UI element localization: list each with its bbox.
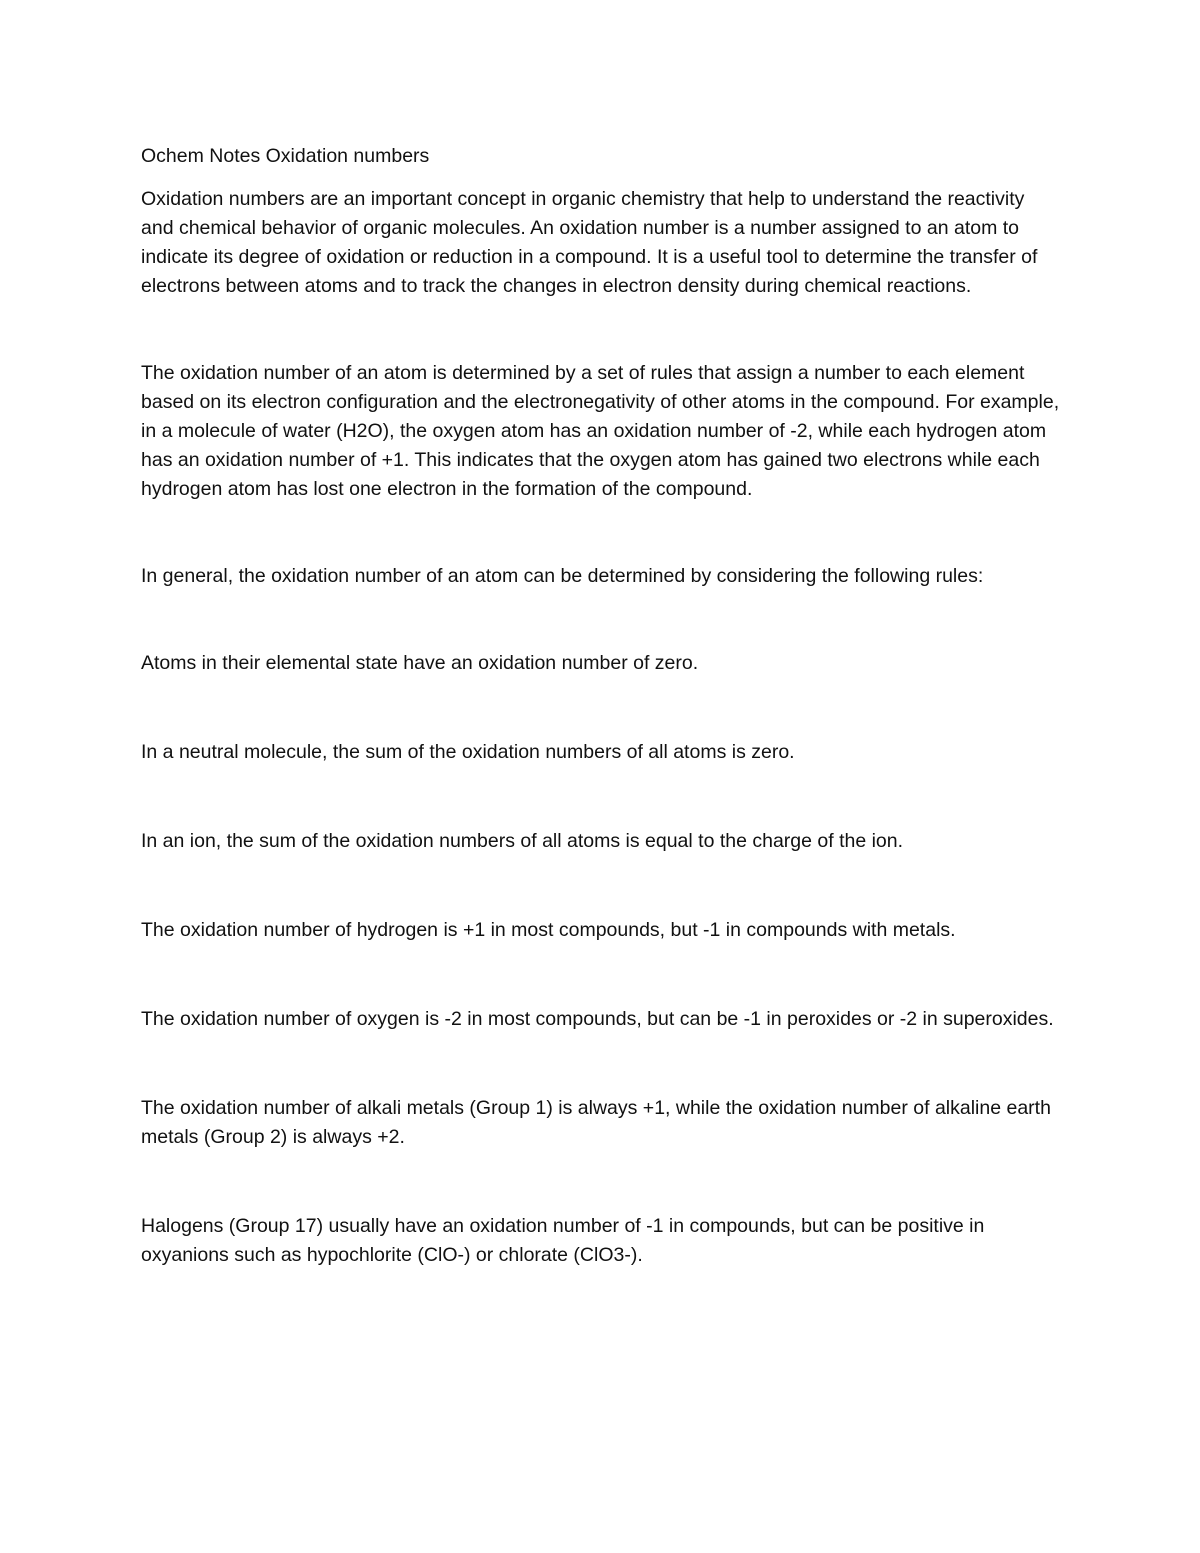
- rule-item-elemental-state: Atoms in their elemental state have an oxidation number of zero.: [141, 652, 699, 674]
- rule-item-alkali-metals: The oxidation number of alkali metals (Group 1) is always +1, while the oxidation number of alkaline earth metals (Group 2) is always +2.: [141, 1097, 1051, 1148]
- rule-item-oxygen: The oxidation number of oxygen is -2 in most compounds, but can be -1 in peroxides or -2 in superoxides.: [141, 1008, 1054, 1030]
- rule-item-neutral-molecule: In a neutral molecule, the sum of the oxidation numbers of all atoms is zero.: [141, 741, 795, 763]
- rules-list: [141, 649, 1061, 1270]
- document-title: Ochem Notes Oxidation numbers: [141, 145, 430, 167]
- determination-paragraph: The oxidation number of an atom is determined by a set of rules that assign a number to each element based on its electron configuration and the electronegativity of other atoms in the compound. For example, in a molecule of water (H2O), the oxygen atom has an oxidation number of -2, while each hydrogen atom has an oxidation number of +1. This indicates that the oxygen atom has gained two electrons while each hydrogen atom has lost one electron in the formation of the compound.: [141, 362, 1060, 500]
- document-body: [141, 142, 1061, 1270]
- intro-paragraph: Oxidation numbers are an important concept in organic chemistry that help to understand the reactivity and chemical behavior of organic molecules. An oxidation number is a number assigned to an atom to indicate its degree of oxidation or reduction in a compound. It is a useful tool to determine the transfer of electrons between atoms and to track the changes in electron density during chemical reactions.: [141, 188, 1038, 297]
- rule-item-ion: In an ion, the sum of the oxidation numbers of all atoms is equal to the charge of the ion.: [141, 830, 904, 852]
- rule-item-halogens: Halogens (Group 17) usually have an oxidation number of -1 in compounds, but can be positive in oxyanions such as hypochlorite (ClO-) or chlorate (ClO3-).: [141, 1215, 985, 1266]
- general-rules-paragraph: In general, the oxidation number of an atom can be determined by considering the following rules:: [141, 565, 984, 587]
- rule-item-hydrogen: The oxidation number of hydrogen is +1 in most compounds, but -1 in compounds with metals.: [141, 919, 956, 941]
